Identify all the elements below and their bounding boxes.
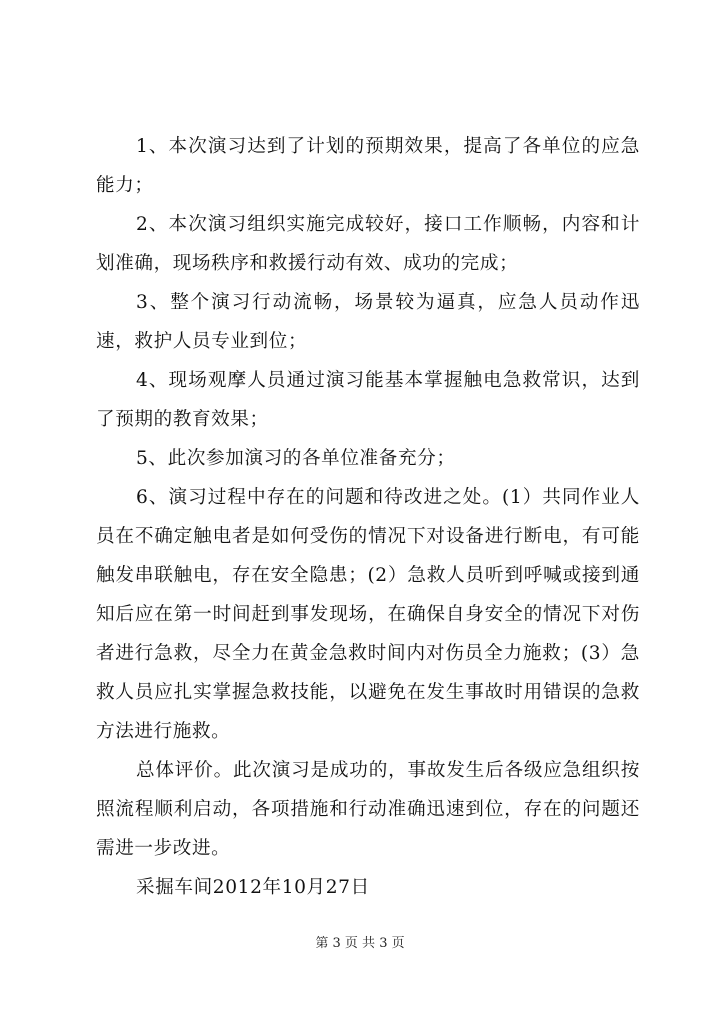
paragraph-overall-evaluation: 总体评价。此次演习是成功的，事故发生后各级应急组织按照流程顺利启动，各项措施和行动准确迅速到位，存在的问题还需进一步改进。 <box>96 760 640 859</box>
signature-date: 采掘车间2012年10月27日 <box>136 877 370 898</box>
paragraph-result-5: 5、此次参加演习的各单位准备充分； <box>136 448 456 469</box>
document-body <box>96 127 640 907</box>
paragraph-result-2: 2、本次演习组织实施完成较好，接口工作顺畅，内容和计划准确，现场秩序和救援行动有效、成功的完成； <box>96 214 640 274</box>
paragraph-result-4: 4、现场观摩人员通过演习能基本掌握触电急救常识，达到了预期的教育效果； <box>96 370 640 430</box>
page-number-footer: 第 3 页 共 3 页 <box>315 936 405 951</box>
paragraph-result-1: 1、本次演习达到了计划的预期效果，提高了各单位的应急能力； <box>96 136 640 196</box>
paragraph-problems: 6、演习过程中存在的问题和待改进之处。(1）共同作业人员在不确定触电者是如何受伤的情况下对设备进行断电，有可能触发串联触电，存在安全隐患；(2）急救人员听到呼喊或接到通知后应在第一时间赶到事发现场，在确保自身安全的情况下对伤者进行急救，尽全力在黄金急救时间内对伤员全力施救；(3）急救人员应扎实掌握急救技能，以避免在发生事故时用错误的急救方法进行施救。 <box>96 487 640 742</box>
paragraph-result-3: 3、整个演习行动流畅，场景较为逼真，应急人员动作迅速，救护人员专业到位； <box>96 292 640 352</box>
